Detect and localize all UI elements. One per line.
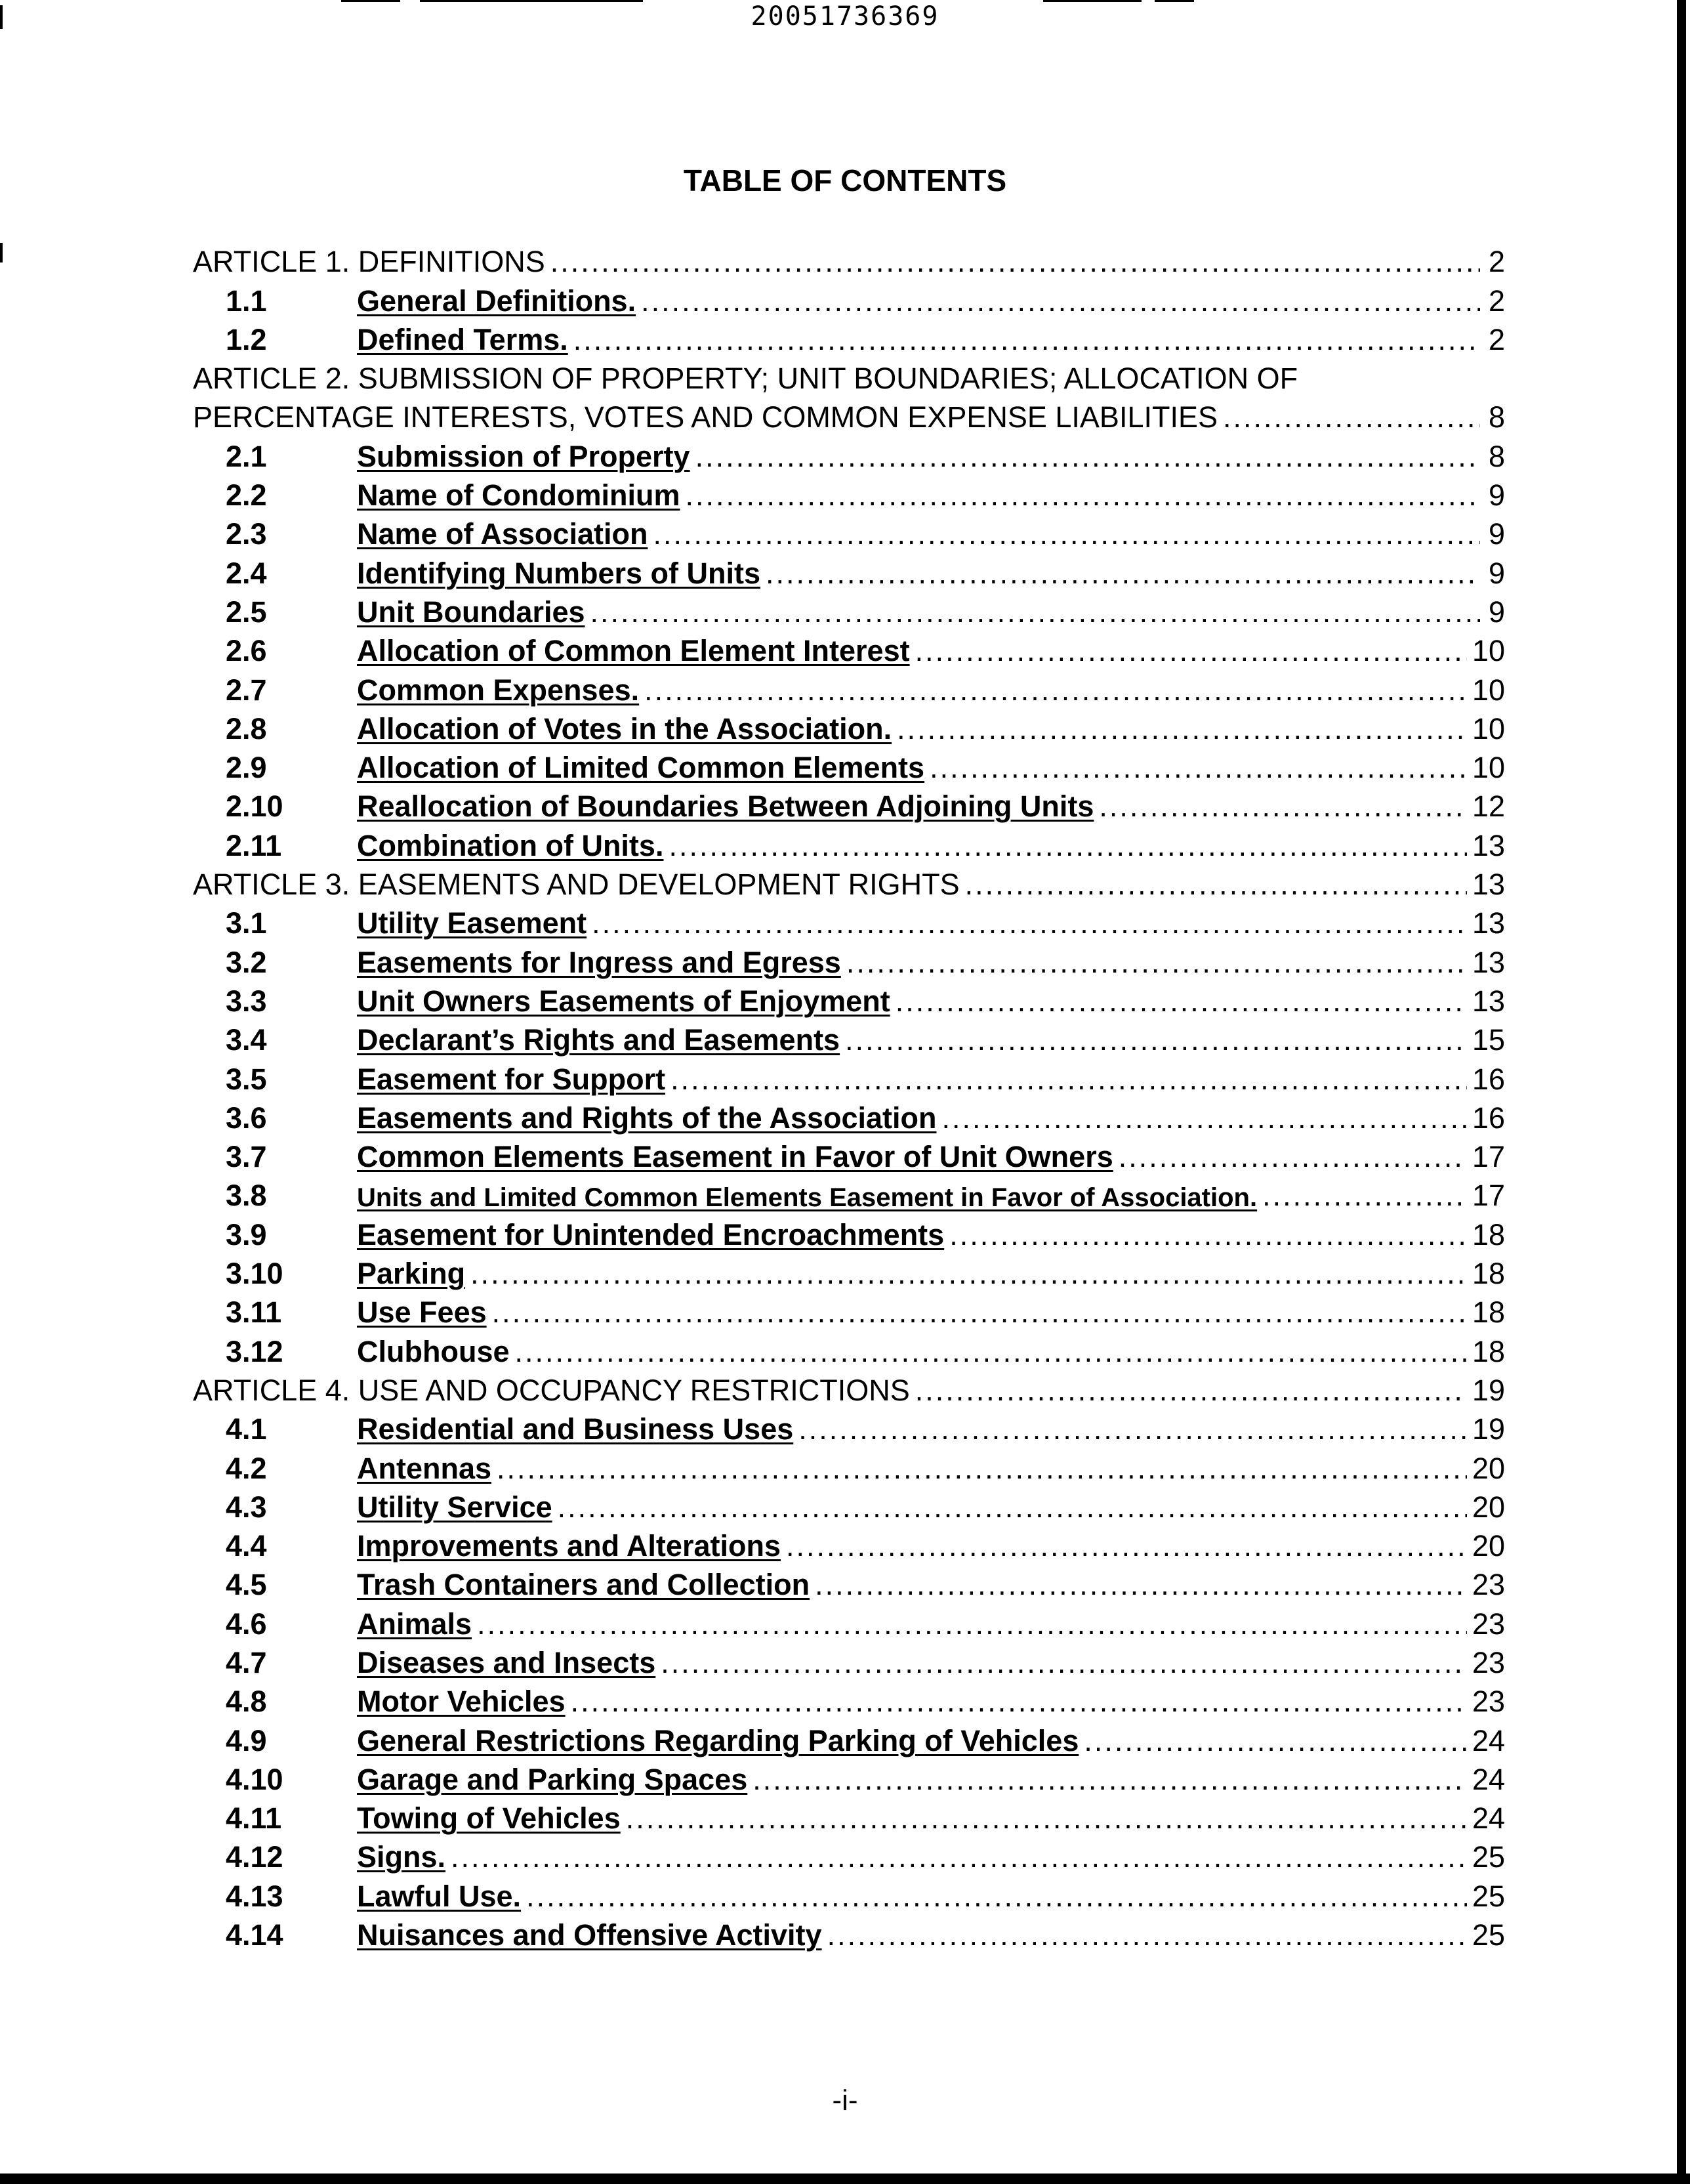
leader-dots — [526, 1880, 1467, 1914]
leader-dots — [695, 440, 1480, 474]
section-number: 2.10 — [226, 789, 283, 824]
section-title: Submission of Property — [357, 439, 690, 473]
page-number: 25 — [1472, 1918, 1505, 1952]
toc-entry[interactable] — [193, 1758, 1505, 1797]
page-number: 13 — [1472, 945, 1505, 979]
toc-entry[interactable] — [193, 1719, 1505, 1757]
section-number: 2.2 — [226, 478, 267, 513]
leader-dots — [845, 1023, 1467, 1057]
page-number: 10 — [1472, 673, 1505, 707]
toc-entry[interactable] — [193, 1680, 1505, 1719]
toc-entry[interactable] — [193, 474, 1505, 513]
section-number: 1.1 — [226, 284, 267, 318]
page-number: 23 — [1472, 1645, 1505, 1679]
toc-entry[interactable] — [193, 551, 1505, 590]
section-title: Units and Limited Common Elements Easement in Favor of Association. — [357, 1183, 1258, 1213]
article-title: ARTICLE 4. USE AND OCCUPANCY RESTRICTIONS — [193, 1373, 910, 1407]
leader-dots — [930, 751, 1467, 785]
section-title: Utility Easement — [357, 906, 587, 940]
scan-border-right — [1677, 0, 1686, 2184]
leader-dots — [1099, 789, 1467, 824]
section-number: 4.3 — [226, 1490, 267, 1524]
toc-entry[interactable] — [193, 1563, 1505, 1602]
toc-entry[interactable] — [193, 1874, 1505, 1913]
page-number: 2 — [1488, 284, 1505, 318]
section-title: General Restrictions Regarding Parking of Vehicles — [357, 1723, 1079, 1757]
section-number: 3.11 — [226, 1295, 282, 1330]
leader-dots — [1262, 1179, 1467, 1213]
toc-entry[interactable] — [193, 1797, 1505, 1836]
page-number-footer: -i- — [832, 2084, 858, 2116]
leader-dots — [949, 1218, 1467, 1252]
page-number: 2 — [1488, 245, 1505, 279]
section-number: 2.9 — [226, 751, 267, 785]
leader-dots — [846, 946, 1467, 980]
page-number: 20 — [1472, 1490, 1505, 1524]
section-title: Easements for Ingress and Egress — [357, 945, 841, 979]
table-of-contents — [193, 240, 1505, 1952]
page-number: 19 — [1472, 1373, 1505, 1407]
leader-dots — [497, 1452, 1467, 1486]
leader-dots — [590, 595, 1480, 629]
leader-dots — [1119, 1140, 1467, 1174]
toc-entry[interactable] — [193, 746, 1505, 785]
section-title: Common Elements Easement in Favor of Unit Owners — [357, 1140, 1113, 1174]
section-number: 3.5 — [226, 1062, 267, 1096]
page-number: 10 — [1472, 711, 1505, 746]
toc-entry[interactable] — [193, 279, 1505, 318]
section-number: 1.2 — [226, 322, 267, 356]
section-title: Nuisances and Offensive Activity — [357, 1918, 822, 1952]
section-number: 4.2 — [226, 1451, 267, 1485]
section-title: General Definitions. — [357, 284, 636, 318]
section-number: 4.9 — [226, 1723, 267, 1757]
section-number: 4.7 — [226, 1645, 267, 1679]
toc-entry[interactable] — [193, 434, 1505, 473]
page-number: 15 — [1472, 1023, 1505, 1057]
section-title: Utility Service — [357, 1490, 552, 1524]
page-title: TABLE OF CONTENTS — [683, 163, 1007, 198]
toc-entry[interactable] — [193, 1914, 1505, 1952]
leader-dots — [653, 517, 1480, 551]
toc-entry[interactable] — [193, 1602, 1505, 1641]
section-number: 2.6 — [226, 634, 267, 668]
section-title: Motor Vehicles — [357, 1685, 566, 1719]
leader-dots — [477, 1607, 1467, 1641]
section-title: Allocation of Limited Common Elements — [357, 751, 925, 785]
section-title: Allocation of Common Element Interest — [357, 634, 910, 668]
section-title: Use Fees — [357, 1295, 487, 1330]
toc-entry[interactable] — [193, 1213, 1505, 1251]
section-number: 2.1 — [226, 439, 267, 473]
toc-entry[interactable] — [193, 1291, 1505, 1330]
leader-dots — [1223, 400, 1480, 434]
toc-entry[interactable] — [193, 902, 1505, 940]
leader-dots — [470, 1257, 1467, 1291]
section-title: Clubhouse — [357, 1334, 510, 1368]
section-title: Signs. — [357, 1840, 446, 1874]
section-title: Lawful Use. — [357, 1879, 522, 1913]
page-number: 18 — [1472, 1295, 1505, 1330]
page-number: 16 — [1472, 1062, 1505, 1096]
section-title: Trash Containers and Collection — [357, 1568, 810, 1602]
page-number: 8 — [1488, 400, 1505, 434]
section-number: 3.3 — [226, 984, 267, 1018]
page-number: 19 — [1472, 1412, 1505, 1446]
leader-dots — [897, 712, 1467, 746]
leader-dots — [670, 1062, 1467, 1097]
toc-entry[interactable] — [193, 1408, 1505, 1446]
page-number: 9 — [1488, 556, 1505, 590]
article-title: ARTICLE 1. DEFINITIONS — [193, 245, 545, 279]
page-number: 23 — [1472, 1685, 1505, 1719]
toc-entry[interactable] — [193, 629, 1505, 668]
section-title: Defined Terms. — [357, 322, 568, 356]
leader-dots — [766, 556, 1480, 591]
leader-dots — [752, 1763, 1467, 1797]
page-number: 23 — [1472, 1568, 1505, 1602]
page-number: 12 — [1472, 789, 1505, 824]
page-number: 24 — [1472, 1801, 1505, 1836]
leader-dots — [798, 1412, 1467, 1446]
page-number: 20 — [1472, 1529, 1505, 1563]
section-number: 4.1 — [226, 1412, 267, 1446]
section-number: 4.4 — [226, 1529, 267, 1563]
section-title: Garage and Parking Spaces — [357, 1762, 748, 1796]
section-title: Unit Owners Easements of Enjoyment — [357, 984, 890, 1018]
section-number: 3.8 — [226, 1179, 267, 1213]
section-title: Improvements and Alterations — [357, 1529, 781, 1563]
toc-entry[interactable] — [193, 1524, 1505, 1563]
page-number: 24 — [1472, 1723, 1505, 1757]
leader-dots — [942, 1101, 1467, 1135]
leader-dots — [915, 634, 1467, 668]
section-number: 4.13 — [226, 1879, 283, 1913]
toc-entry[interactable] — [193, 1057, 1505, 1096]
section-number: 3.10 — [226, 1257, 283, 1291]
section-title: Identifying Numbers of Units — [357, 556, 761, 590]
article-title-line-2: PERCENTAGE INTERESTS, VOTES AND COMMON EXPENSE LIABILITIES — [193, 400, 1218, 434]
section-title: Common Expenses. — [357, 673, 640, 707]
section-number: 4.8 — [226, 1685, 267, 1719]
toc-entry[interactable] — [193, 1018, 1505, 1057]
leader-dots — [965, 868, 1467, 902]
toc-article-2[interactable] — [193, 357, 1505, 435]
page-number: 10 — [1472, 751, 1505, 785]
page-number: 18 — [1472, 1334, 1505, 1368]
leader-dots — [451, 1840, 1467, 1874]
article-title: ARTICLE 3. EASEMENTS AND DEVELOPMENT RIGHTS — [193, 868, 960, 902]
page-number: 9 — [1488, 517, 1505, 551]
page-number: 13 — [1472, 984, 1505, 1018]
scan-border-bottom — [0, 2174, 1690, 2184]
toc-article-1[interactable] — [193, 240, 1505, 279]
toc-entry[interactable] — [193, 1097, 1505, 1135]
toc-article-4[interactable] — [193, 1369, 1505, 1408]
page-number: 9 — [1488, 595, 1505, 629]
section-number: 3.9 — [226, 1217, 267, 1251]
section-number: 2.3 — [226, 517, 267, 551]
leader-dots — [1084, 1724, 1467, 1758]
leader-dots — [896, 984, 1467, 1018]
page-number: 16 — [1472, 1101, 1505, 1135]
document-id: 20051736369 — [751, 1, 939, 32]
page-number: 18 — [1472, 1217, 1505, 1251]
page-number: 17 — [1472, 1140, 1505, 1174]
toc-entry[interactable] — [193, 980, 1505, 1018]
section-title: Residential and Business Uses — [357, 1412, 794, 1446]
page-number: 25 — [1472, 1840, 1505, 1874]
section-title: Easement for Unintended Encroachments — [357, 1217, 945, 1251]
section-number: 4.12 — [226, 1840, 283, 1874]
page-number: 18 — [1472, 1257, 1505, 1291]
section-number: 3.12 — [226, 1334, 283, 1368]
toc-entry[interactable] — [193, 318, 1505, 357]
toc-entry[interactable] — [193, 591, 1505, 629]
leader-dots — [573, 323, 1480, 357]
toc-entry[interactable] — [193, 513, 1505, 551]
section-title: Name of Association — [357, 517, 648, 551]
section-title: Towing of Vehicles — [357, 1801, 621, 1836]
leader-dots — [669, 829, 1466, 863]
leader-dots — [515, 1335, 1467, 1369]
section-title: Reallocation of Boundaries Between Adjoining Units — [357, 789, 1094, 824]
section-title: Easement for Support — [357, 1062, 666, 1096]
scan-edge-mark — [0, 243, 3, 262]
section-title: Name of Condominium — [357, 478, 680, 513]
toc-entry[interactable] — [193, 1836, 1505, 1874]
page-number: 13 — [1472, 868, 1505, 902]
leader-dots — [786, 1529, 1467, 1563]
section-number: 2.11 — [226, 828, 282, 862]
section-title: Easements and Rights of the Association — [357, 1101, 937, 1135]
page-number: 13 — [1472, 828, 1505, 862]
section-title: Declarant’s Rights and Easements — [357, 1023, 840, 1057]
page-number: 23 — [1472, 1606, 1505, 1641]
section-number: 2.5 — [226, 595, 267, 629]
toc-entry[interactable] — [193, 1486, 1505, 1524]
section-title: Animals — [357, 1606, 472, 1641]
page-number: 2 — [1488, 322, 1505, 356]
section-number: 3.2 — [226, 945, 267, 979]
section-number: 3.6 — [226, 1101, 267, 1135]
toc-entry[interactable] — [193, 1252, 1505, 1291]
leader-dots — [550, 245, 1480, 279]
page-number: 24 — [1472, 1762, 1505, 1796]
section-number: 4.10 — [226, 1762, 283, 1796]
toc-entry[interactable] — [193, 707, 1505, 746]
leader-dots — [492, 1295, 1467, 1330]
section-title: Antennas — [357, 1451, 492, 1485]
leader-dots — [827, 1918, 1467, 1952]
leader-dots — [571, 1685, 1467, 1719]
page-number: 10 — [1472, 634, 1505, 668]
toc-article-3[interactable] — [193, 863, 1505, 902]
section-title: Unit Boundaries — [357, 595, 585, 629]
leader-dots — [915, 1374, 1467, 1408]
toc-entry[interactable] — [193, 1446, 1505, 1485]
section-title: Diseases and Insects — [357, 1645, 656, 1679]
section-number: 4.5 — [226, 1568, 267, 1602]
leader-dots — [592, 906, 1467, 940]
page-number: 8 — [1488, 439, 1505, 473]
leader-dots — [815, 1568, 1467, 1602]
page-number: 17 — [1472, 1179, 1505, 1213]
toc-entry[interactable] — [193, 785, 1505, 824]
leader-dots — [641, 284, 1480, 318]
section-title: Parking — [357, 1257, 466, 1291]
page-number: 9 — [1488, 478, 1505, 513]
section-number: 3.4 — [226, 1023, 267, 1057]
toc-entry[interactable] — [193, 1330, 1505, 1368]
section-title: Combination of Units. — [357, 828, 664, 862]
leader-dots — [686, 478, 1481, 513]
toc-entry[interactable] — [193, 940, 1505, 979]
page-number: 20 — [1472, 1451, 1505, 1485]
section-number: 4.6 — [226, 1606, 267, 1641]
section-title: Allocation of Votes in the Association. — [357, 711, 892, 746]
section-number: 3.1 — [226, 906, 267, 940]
leader-dots — [644, 673, 1467, 707]
leader-dots — [661, 1646, 1467, 1680]
section-number: 2.4 — [226, 556, 267, 590]
toc-entry[interactable] — [193, 1135, 1505, 1174]
toc-entry[interactable] — [193, 1174, 1505, 1213]
section-number: 3.7 — [226, 1140, 267, 1174]
leader-dots — [626, 1801, 1467, 1836]
page-number: 25 — [1472, 1879, 1505, 1913]
section-number: 2.7 — [226, 673, 267, 707]
article-title-line-1: ARTICLE 2. SUBMISSION OF PROPERTY; UNIT BOUNDARIES; ALLOCATION OF — [193, 362, 1298, 396]
leader-dots — [558, 1490, 1467, 1524]
section-number: 2.8 — [226, 711, 267, 746]
toc-entry[interactable] — [193, 1641, 1505, 1680]
toc-entry[interactable] — [193, 668, 1505, 707]
page-number: 13 — [1472, 906, 1505, 940]
toc-entry[interactable] — [193, 824, 1505, 862]
section-number: 4.11 — [226, 1801, 282, 1836]
section-number: 4.14 — [226, 1918, 283, 1952]
